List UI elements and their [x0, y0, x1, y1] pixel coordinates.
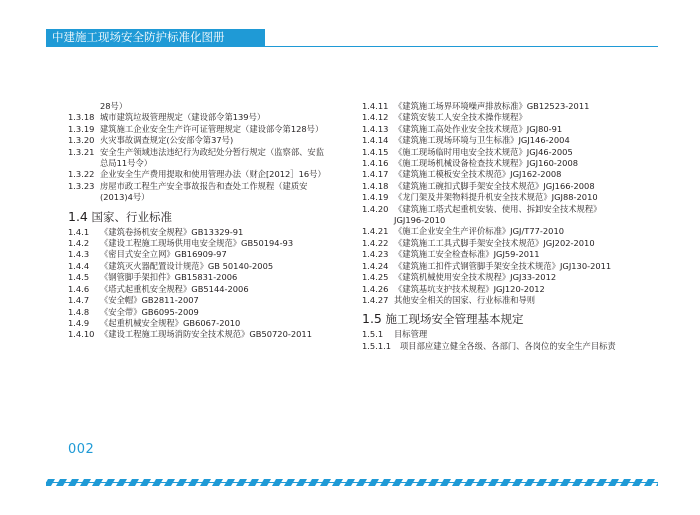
right-column: [362, 101, 630, 352]
list-item: [362, 158, 630, 169]
list-item: [362, 204, 630, 227]
item-text: 《塔式起重机安全规程》GB5144-2006: [100, 283, 249, 294]
item-text: 《建筑施工工具式脚手架安全技术规范》JGJ202-2010: [394, 237, 595, 248]
list-item: [362, 226, 630, 237]
item-number: 1.4.23: [362, 249, 389, 260]
list-item: [362, 112, 630, 123]
section-title: 国家、行业标准: [91, 209, 173, 224]
list-item: [362, 101, 630, 112]
list-item: [362, 181, 630, 192]
list-item: [68, 329, 330, 340]
item-number: 1.4.13: [362, 123, 389, 134]
item-text: 《起重机械安全规程》GB6067-2010: [100, 317, 241, 328]
item-number: 1.3.20: [68, 135, 95, 146]
item-text: 《建筑施工场界环境噪声排放标准》GB12523-2011: [394, 101, 590, 111]
item-number: 1.4.10: [68, 329, 95, 340]
item-number: 1.4.4: [68, 260, 90, 271]
list-item: [362, 329, 630, 340]
item-number: 1.4.17: [362, 169, 389, 180]
item-number: 1.5.1: [362, 329, 384, 340]
list-item: [362, 261, 630, 272]
item-number: 1.3.22: [68, 169, 95, 180]
item-text: 《建筑卷扬机安全规程》GB13329-91: [100, 226, 244, 237]
item-number: 1.4.9: [68, 317, 90, 328]
item-number: 1.4.14: [362, 135, 389, 146]
list-item: [362, 147, 630, 158]
list-item: [68, 135, 330, 146]
item-number: 1.4.27: [362, 294, 389, 305]
item-text: 《龙门架及井架物料提升机安全技术规范》JGJ88-2010: [394, 192, 598, 203]
item-number: 1.4.1: [68, 226, 90, 237]
item-text: 《建筑安装工人安全技术操作规程》: [394, 112, 527, 123]
item-text: 《建设工程施工现场供用电安全规范》GB50194-93: [100, 238, 294, 249]
list-item: [362, 192, 630, 203]
list-item: [68, 261, 330, 272]
item-text: 《施工现场临时用电安全技术规范》JGJ46-2005: [394, 146, 573, 157]
item-number: 1.4.6: [68, 283, 90, 294]
list-item: [68, 147, 330, 170]
item-text: 项目部应建立健全各级、各部门、各岗位的安全生产目标责: [400, 340, 616, 351]
item-text: 目标管理: [394, 329, 428, 340]
section-title: 施工现场安全管理基本规定: [385, 312, 524, 327]
item-number: 1.4.19: [362, 192, 389, 203]
list-item: [68, 112, 330, 123]
list-item: [68, 307, 330, 318]
list-item: [362, 284, 630, 295]
list-item: [362, 238, 630, 249]
item-text: 《密目式安全立网》GB16909-97: [100, 249, 227, 260]
item-text: 房屋市政工程生产安全事故报告和查处工作规程（建质安(2013)4号）: [100, 180, 308, 203]
item-text: 《建筑灭火器配置设计规范》GB 50140-2005: [100, 260, 274, 271]
item-number: 1.4.18: [362, 180, 389, 191]
list-item: [362, 249, 630, 260]
item-text: 《建筑机械使用安全技术规程》JGJ33-2012: [394, 272, 557, 283]
item-text: 《建筑施工安全检查标准》JGJ59-2011: [394, 249, 540, 260]
item-number: 1.4.25: [362, 272, 389, 283]
item-number: 1.3.23: [68, 180, 95, 191]
item-number: 1.3.21: [68, 146, 95, 157]
list-item: [68, 272, 330, 283]
page-header-title: 中建施工现场安全防护标准化图册: [52, 30, 225, 44]
item-text: 《建筑基坑支护技术规程》JGJ120-2012: [394, 283, 545, 294]
item-number: 1.4.16: [362, 158, 389, 169]
item-text: 其他安全相关的国家、行业标准和导则: [394, 294, 536, 305]
item-text: 《建设工程施工现场消防安全技术规范》GB50720-2011: [100, 329, 312, 340]
item-text: 《安全带》GB6095-2009: [100, 306, 199, 317]
page-number: 002: [68, 442, 95, 457]
list-item: [68, 181, 330, 204]
item-text: 城市建筑垃圾管理规定（建设部令第139号）: [100, 112, 266, 123]
item-number: 1.4.5: [68, 272, 90, 283]
item-text: 《安全帽》GB2811-2007: [100, 295, 199, 306]
footer-rule: [46, 482, 658, 483]
section-number: 1.4: [68, 208, 88, 224]
item-number: 1.4.20: [362, 203, 389, 214]
list-item: [68, 284, 330, 295]
item-text: 《施工现场机械设备检查技术规程》JGJ160-2008: [394, 158, 579, 169]
list-item: [68, 227, 330, 238]
item-text: 《建筑施工扣件式钢管脚手架安全技术规范》JGJ130-2011: [394, 260, 612, 271]
list-item: [68, 318, 330, 329]
item-text: 企业安全生产费用提取和使用管理办法（财企[2012］16号）: [100, 169, 326, 180]
list-item: [68, 295, 330, 306]
item-text: 《建筑施工碗扣式脚手架安全技术规范》JGJ166-2008: [394, 180, 595, 191]
list-item: [362, 169, 630, 180]
list-item: [68, 169, 330, 180]
item-number: 1.3.19: [68, 123, 95, 134]
item-text: 《建筑施工模板安全技术规范》JGJ162-2008: [394, 169, 562, 180]
item-number: 1.3.18: [68, 112, 95, 123]
list-item: [68, 238, 330, 249]
item-number: 1.4.15: [362, 146, 389, 157]
list-item: [362, 341, 630, 352]
item-number: 1.4.26: [362, 283, 389, 294]
item-number: 1.4.22: [362, 237, 389, 248]
section-number: 1.5: [362, 311, 382, 327]
list-item: [362, 124, 630, 135]
item-text: 火灾事故调查规定(公安部令第37号): [100, 135, 234, 146]
continuation-text: 28号）: [100, 101, 128, 111]
item-number: 1.4.2: [68, 238, 90, 249]
item-number: 1.4.21: [362, 226, 389, 237]
section-heading: [362, 312, 630, 326]
item-text: 《钢管脚手架扣件》GB15831-2006: [100, 272, 238, 283]
list-item: [362, 272, 630, 283]
list-item: [68, 249, 330, 260]
item-number: 1.4.24: [362, 260, 389, 271]
item-text: 建筑施工企业安全生产许可证管理规定（建设部令第128号）: [100, 123, 324, 134]
list-item: [68, 124, 330, 135]
item-text: 安全生产领域违法违纪行为政纪处分暂行规定（监察部、安监总局11号令）: [100, 146, 325, 169]
item-text: 《施工企业安全生产评价标准》JGJ/T77-2010: [394, 226, 565, 237]
item-number: 1.4.8: [68, 306, 90, 317]
header-rule: [46, 46, 658, 47]
item-number: 1.4.11: [362, 101, 389, 111]
left-column: [68, 101, 330, 341]
item-text: 《建筑施工高处作业安全技术规范》JGJ80-91: [394, 123, 563, 134]
item-number: 1.4.12: [362, 112, 389, 123]
item-number: 1.5.1.1: [362, 340, 392, 351]
item-number: 1.4.3: [68, 249, 90, 260]
item-number: 1.4.7: [68, 295, 90, 306]
item-text: 《建筑施工塔式起重机安装、使用、拆卸安全技术规程》JGJ196-2010: [394, 203, 602, 226]
section-heading: [68, 210, 330, 224]
item-text: 《建筑施工现场环境与卫生标准》JGJ146-2004: [394, 135, 570, 146]
list-item: [362, 135, 630, 146]
list-item: [362, 295, 630, 306]
